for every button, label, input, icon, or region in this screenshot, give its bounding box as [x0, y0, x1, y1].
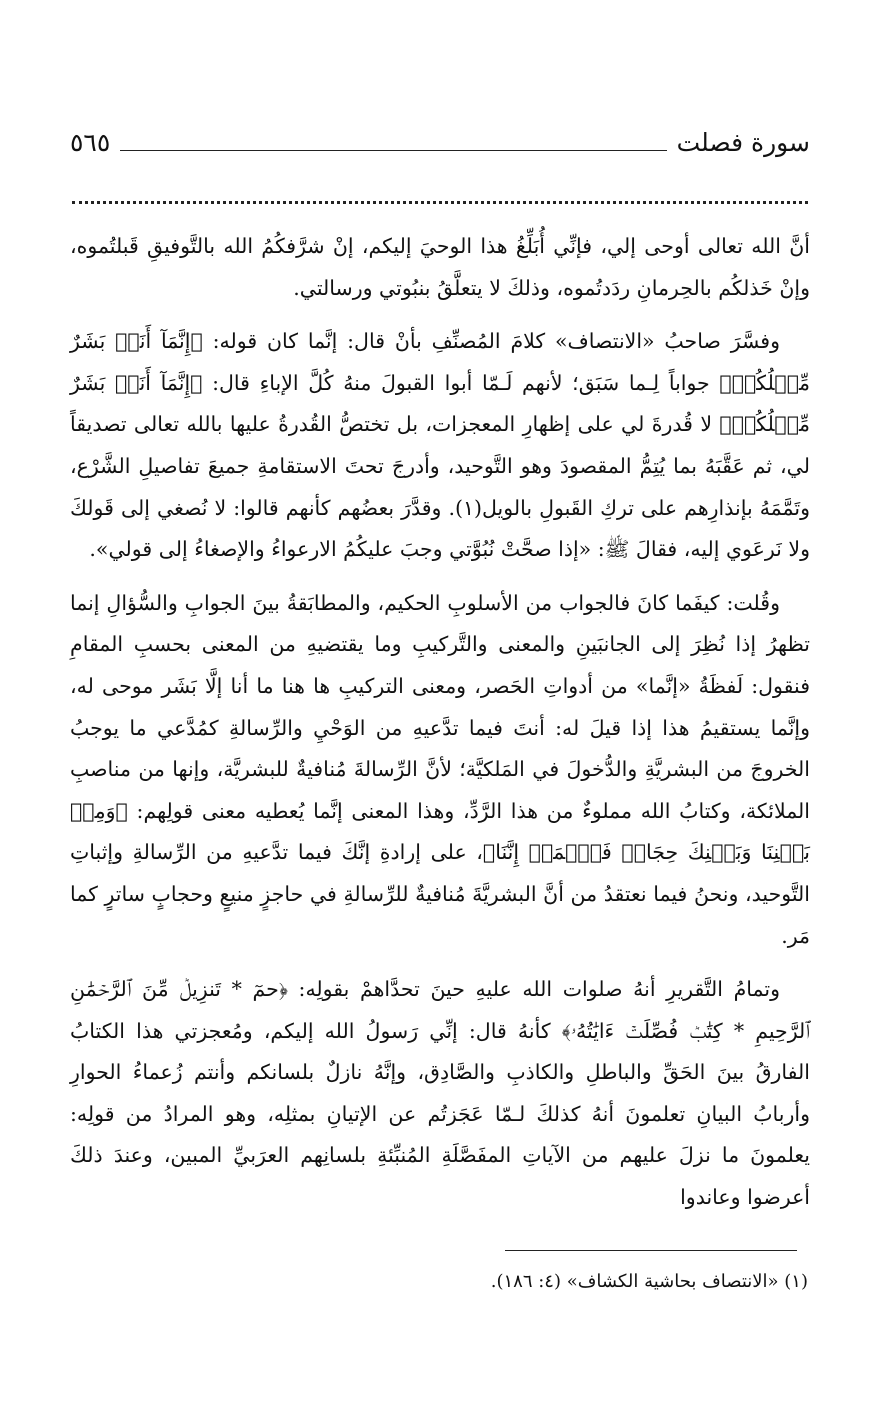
header-rule: [120, 150, 666, 151]
dotted-separator: [72, 201, 808, 204]
footnote-rule: [505, 1250, 797, 1251]
footnote: (١) «الانتصاف بحاشية الكشاف» (٤: ١٨٦).: [490, 1271, 808, 1292]
page-number: ٥٦٥: [70, 128, 111, 157]
main-text: [70, 226, 810, 1219]
paragraph-1: أنَّ الله تعالى أوحى إلي، فإنِّي أُبَلِّغُ هذا الوحيَ إليكم، إنْ شرَّفكُمُ الله بالتَّوفيقِ قَبلتُموه، وإنْ خَذلكُم بالحِرمانِ ردَدتُموه، وذلكَ لا يتعلَّقُ بنبُوتي ورسالتي.: [70, 234, 810, 300]
surah-title: سورة فصلت: [676, 128, 810, 157]
paragraph-4: وتمامُ التَّقريرِ أنهُ صلوات الله عليهِ حينَ تحدَّاهمْ بقولِه: ﴿حمٓ * تَنزِيلٞ مِّنَ ٱلرَّحۡمَٰنِ ٱلرَّحِيمِ * كِتَٰبٞ فُصِّلَتۡ ءَايَٰتُهُۥ﴾ كأنهُ قال: إنِّي رَسولُ الله إليكم، ومُعجزتي هذا الكتابُ الفارقُ بينَ الحَقِّ والباطلِ والكاذبِ والصَّادِق، وإنَّهُ نازلٌ بلسانكم وأنتم زُعماءُ الحوارِ وأربابُ البيانِ تعلمونَ أنهُ كذلكَ لـمّا عَجَزتُم عن الإتيانِ بمثلِه، وهو المرادُ من قولِه: يعلمونَ ما نزلَ عليهم من الآياتِ المفَصَّلَةِ المُنبِّئةِ بلسانِهم العرَبيِّ المبين، وعندَ ذلكَ أعرضوا وعاندوا: [70, 977, 810, 1210]
running-header: [70, 118, 810, 158]
paragraph-3: وقُلت: كيفَما كانَ فالجواب من الأسلوبِ الحكيم، والمطابَقةُ بينَ الجوابِ والسُّؤالِ إنما تظهرُ إذا نُظِرَ إلى الجانبَينِ والمعنى والتَّركيبِ وما يقتضيهِ من المعنى بحسبِ المقامِ فنقول: لَفظَةُ «إنَّما» من أدواتِ الحَصر، ومعنى التركيبِ ها هنا ما أنا إلَّا بَشَر موحى له، وإنَّما يستقيمُ هذا إذا قيلَ له: أنتَ فيما تدَّعيهِ من الوَحْيِ والرِّسالةِ كمُدَّعي ما يوجبُ الخروجَ من البشريَّةِ والدُّخولَ في المَلكيَّة؛ لأنَّ الرِّسالةَ مُنافيةٌ للبشريَّة، وإنها من مناصبِ الملائكة، وكتابُ الله مملوءٌ من هذا الرَّدِّ، وهذا المعنى إنَّما يُعطيه معنى قولِهم: ﴿وَمِنۢ بَيۡنِنَا وَبَيۡنِكَ حِجَابٞ فَٱعۡمَلۡ إِنَّنَا﴾، على إرادةِ إنَّكَ فيما تدَّعيهِ من الرِّسالةِ وإثباتِ التَّوحيد، ونحنُ فيما نعتقدُ من أنَّ البشريَّةَ مُنافيةٌ للرِّسالةِ في حاجزٍ منيعٍ وحجابٍ ساترٍ كما مَر.: [70, 590, 810, 948]
paragraph-2: وفسَّرَ صاحبُ «الانتصاف» كلامَ المُصنِّفِ بأنْ قال: إنَّما كان قوله: ﴿إِنَّمَآ أَنَا۠ بَشَرٌ مِّثۡلُكُمۡ﴾ جواباً لِـما سَبَق؛ لأنهم لَـمّا أبوا القبولَ منهُ كُلَّ الإباءِ قال: ﴿إِنَّمَآ أَنَا۠ بَشَرٌ مِّثۡلُكُمۡ﴾ لا قُدرةَ لي على إظهارِ المعجزات، بل تختصُّ القُدرةُ عليها بالله تعالى تصديقاً لي، ثم عَقَّبَهُ بما يُتِمُّ المقصودَ وهو التَّوحيد، وأدرجَ تحتَ الاستقامةِ جميعَ تفاصيلِ الشَّرْع، وتَمَّمَهُ بإنذارِهم على تركِ القَبولِ بالويل(١). وقدَّرَ بعضُهم كأنهم قالوا: لا نُصغي إلى قَولكَ ولا نَرعَوي إليه، فقالَ ﷺ: «إذا صحَّتْ نُبُوَّتي وجبَ عليكُمُ الارعواءُ والإصغاءُ إلى قولي».: [70, 329, 810, 562]
